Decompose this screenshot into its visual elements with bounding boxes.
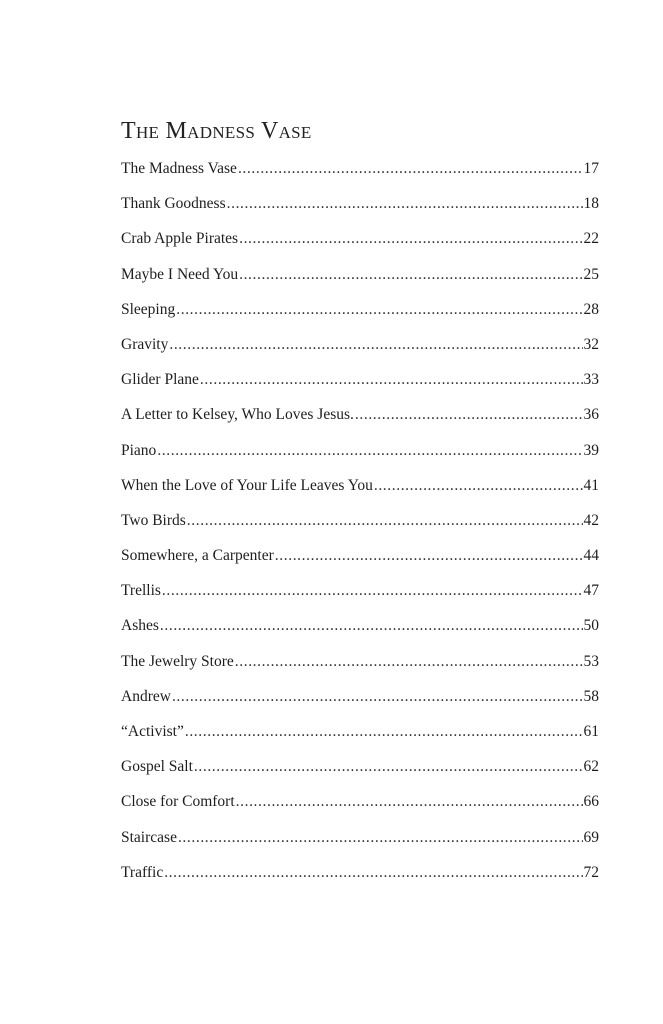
toc-entry-page: 47 [583, 582, 599, 600]
toc-entry-page: 17 [583, 160, 599, 177]
toc-entry[interactable] [121, 861, 599, 896]
dot-leader [185, 720, 583, 744]
toc-entry-page: 61 [583, 723, 599, 740]
dot-leader [238, 157, 583, 181]
toc-entry[interactable] [121, 720, 599, 755]
toc-entry[interactable] [121, 509, 599, 544]
dot-leader [374, 474, 583, 498]
dot-leader [194, 755, 583, 779]
toc-entry[interactable] [121, 614, 599, 649]
toc-entry[interactable] [121, 439, 599, 474]
dot-leader [235, 650, 583, 674]
toc-entry-page: 66 [583, 793, 599, 811]
toc-entry-title: Crab Apple Pirates [121, 230, 239, 248]
toc-entry-title: “Activist” [121, 723, 184, 740]
toc-entry-page: 25 [583, 265, 599, 283]
dot-leader [275, 544, 583, 568]
toc-entry-page: 50 [583, 617, 599, 635]
toc-entry-title: The Madness Vase [121, 160, 237, 177]
toc-entry-title: Two Birds [121, 511, 186, 529]
dot-leader [227, 192, 583, 216]
dot-leader [157, 439, 582, 463]
toc-entry-title: Staircase [121, 828, 177, 846]
dot-leader [172, 685, 583, 709]
toc-entry-page: 72 [583, 863, 599, 881]
toc-entry-title: Thank Goodness [121, 195, 226, 213]
dot-leader [160, 614, 583, 638]
dot-leader [187, 509, 583, 533]
dot-leader [169, 333, 582, 357]
toc-entry[interactable] [121, 263, 599, 298]
toc-entry-page: 36 [583, 406, 599, 424]
toc-entry[interactable] [121, 685, 599, 720]
toc-entry-title: Traffic [121, 863, 164, 881]
toc-entry[interactable] [121, 298, 599, 333]
toc-entry[interactable] [121, 192, 599, 227]
toc-entry-title: When the Love of Your Life Leaves You [121, 476, 373, 494]
toc-entry[interactable] [121, 474, 599, 509]
toc-entry-page: 58 [583, 687, 599, 705]
toc-entry-title: Sleeping [121, 300, 176, 318]
toc-entry-page: 28 [583, 300, 599, 318]
toc-entry-page: 39 [583, 441, 599, 459]
toc-entry-page: 33 [583, 371, 599, 389]
dot-leader [239, 263, 582, 287]
toc-entry-title: Trellis [121, 582, 161, 600]
toc-entry-page: 42 [583, 511, 599, 529]
toc-entry-title: Maybe I Need You [121, 265, 239, 283]
toc-entry-title: A Letter to Kelsey, Who Loves Jesus. [121, 406, 354, 424]
toc-entry-title: The Jewelry Store [121, 652, 234, 670]
toc-entry-title: Somewhere, a Carpenter [121, 547, 274, 565]
toc-entry[interactable] [121, 826, 599, 861]
toc-entry-title: Close for Comfort [121, 793, 235, 811]
dot-leader [200, 368, 583, 392]
toc-entry[interactable] [121, 368, 599, 403]
dot-leader [164, 861, 582, 885]
toc-entry-page: 22 [583, 230, 599, 248]
dot-leader [355, 403, 583, 427]
dot-leader [178, 826, 583, 850]
toc-entry-page: 18 [583, 195, 599, 213]
dot-leader [239, 227, 582, 251]
toc-entry[interactable] [121, 333, 599, 368]
toc-entry-page: 69 [583, 828, 599, 846]
toc-entry-page: 41 [583, 476, 599, 494]
toc-entry-page: 32 [583, 335, 599, 353]
toc-entry-title: Gravity [121, 335, 169, 353]
toc-entry-page: 62 [583, 758, 599, 776]
toc-entry[interactable] [121, 403, 599, 438]
toc-entry[interactable] [121, 579, 599, 614]
toc-entry[interactable] [121, 755, 599, 790]
dot-leader [236, 790, 583, 814]
toc-entry-page: 53 [583, 652, 599, 670]
toc-entry-page: 44 [583, 547, 599, 565]
toc-entry[interactable] [121, 790, 599, 825]
section-title: The Madness Vase [121, 118, 312, 144]
toc-entry-title: Gospel Salt [121, 758, 193, 776]
toc-entry-title: Ashes [121, 617, 159, 635]
toc-entry[interactable] [121, 544, 599, 579]
toc-entry[interactable] [121, 157, 599, 192]
toc-entry[interactable] [121, 227, 599, 262]
toc-entry-title: Andrew [121, 687, 171, 705]
toc-entry-title: Glider Plane [121, 371, 199, 389]
dot-leader [176, 298, 582, 322]
dot-leader [162, 579, 583, 603]
table-of-contents [121, 157, 599, 896]
toc-entry-title: Piano [121, 441, 157, 459]
toc-entry[interactable] [121, 650, 599, 685]
